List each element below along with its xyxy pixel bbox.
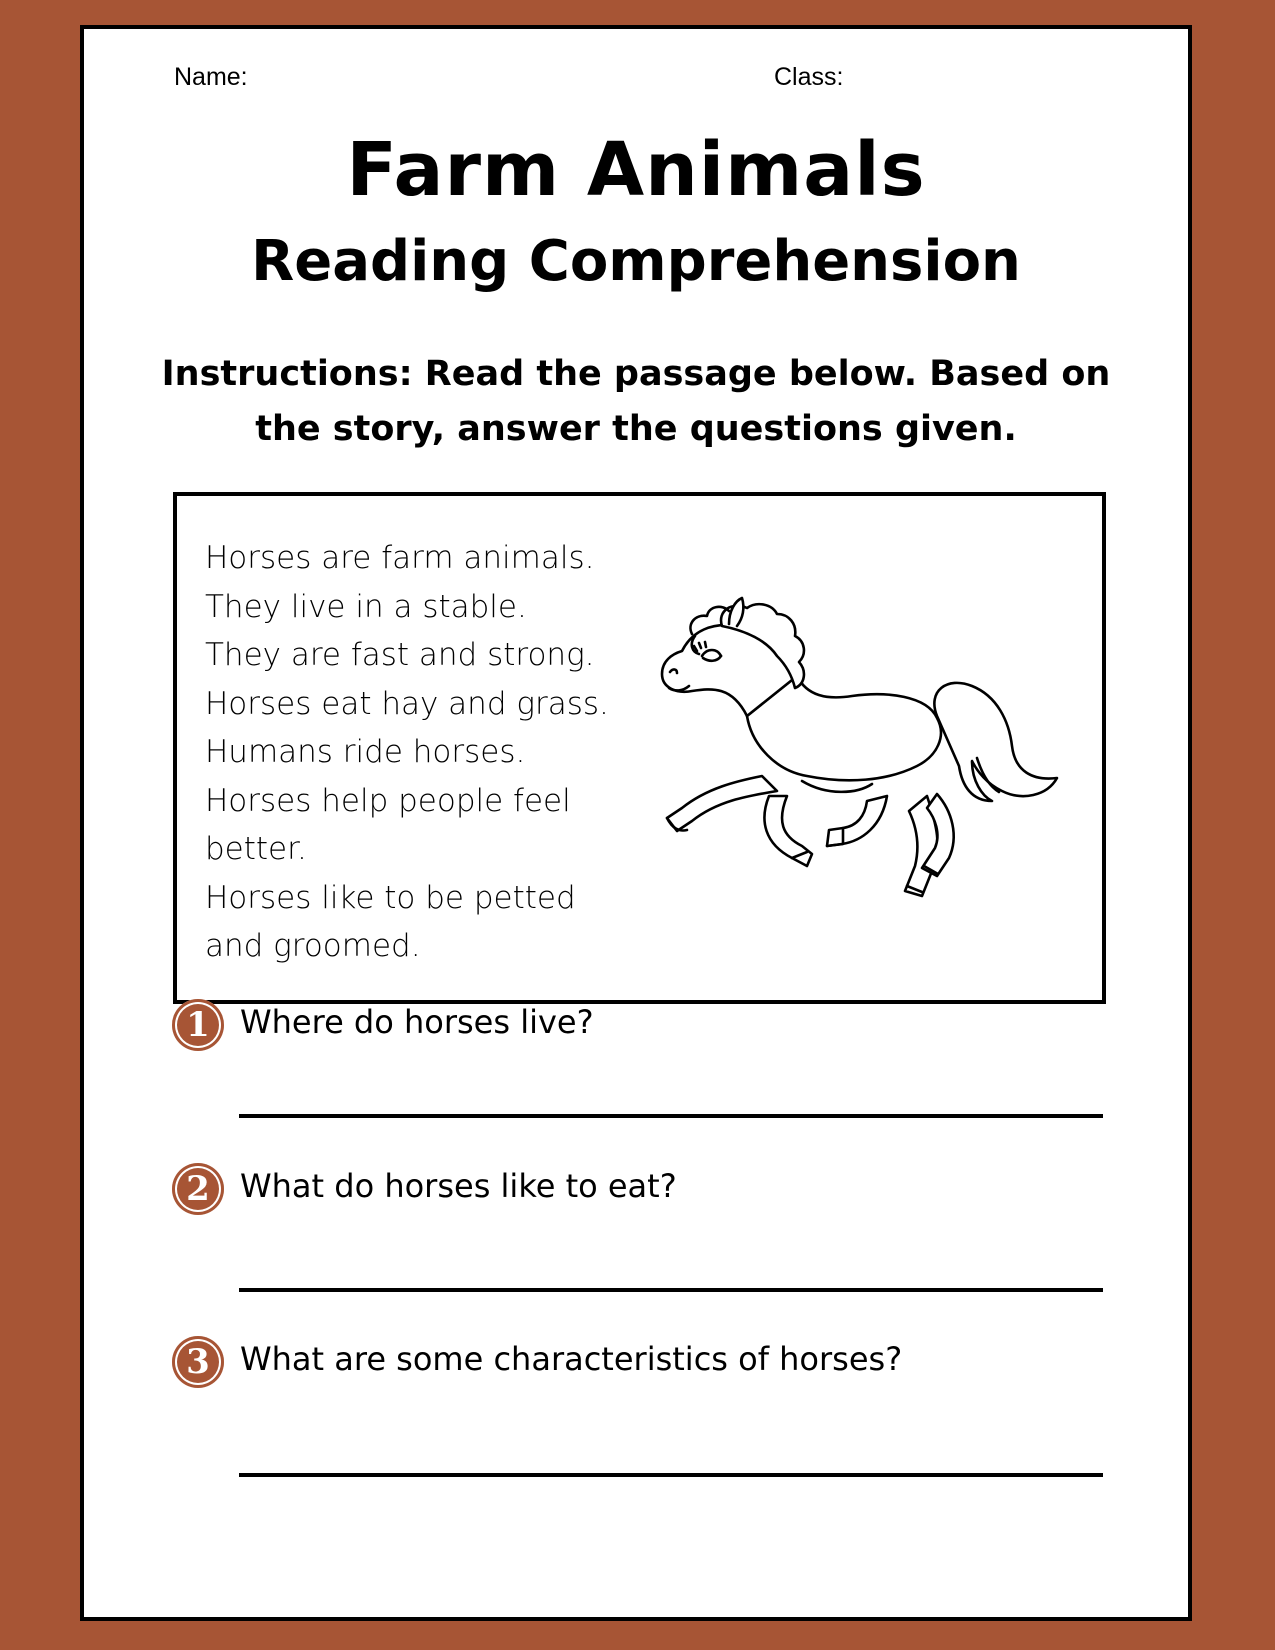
page-subtitle: Reading Comprehension — [251, 229, 1021, 294]
name-label: Name: — [174, 63, 248, 91]
passage-line: Horses like to be petted — [205, 879, 576, 916]
answer-line-3[interactable] — [239, 1473, 1103, 1477]
question-number-badge: 2 — [172, 1163, 224, 1215]
question-1 — [172, 999, 1102, 1059]
passage-text — [205, 534, 625, 971]
passage-line: Horses help people feel — [205, 782, 571, 819]
horse-illustration-icon — [637, 596, 1077, 946]
passage-box — [173, 492, 1106, 1004]
passage-line: and groomed. — [205, 928, 421, 964]
passage-line: better. — [205, 831, 307, 867]
question-3 — [172, 1336, 1102, 1396]
passage-line: Horses eat hay and grass. — [205, 685, 609, 722]
answer-line-1[interactable] — [239, 1114, 1103, 1118]
question-text: What are some characteristics of horses? — [240, 1340, 903, 1378]
worksheet-page — [80, 25, 1192, 1621]
answer-line-2[interactable] — [239, 1288, 1103, 1292]
instructions-text: Instructions: Read the passage below. Based on the story, answer the questions given. — [161, 354, 1111, 449]
question-text: What do horses like to eat? — [240, 1167, 677, 1205]
question-2 — [172, 1163, 1102, 1223]
class-label: Class: — [774, 63, 844, 91]
page-title: Farm Animals — [346, 127, 926, 213]
passage-line: They are fast and strong. — [205, 637, 595, 673]
question-text: Where do horses live? — [240, 1003, 594, 1041]
question-number-badge: 3 — [172, 1336, 224, 1388]
question-number-badge: 1 — [172, 999, 224, 1051]
passage-line: Horses are farm animals. — [205, 540, 595, 576]
passage-line: Humans ride horses. — [205, 734, 526, 770]
passage-line: They live in a stable. — [205, 588, 527, 625]
